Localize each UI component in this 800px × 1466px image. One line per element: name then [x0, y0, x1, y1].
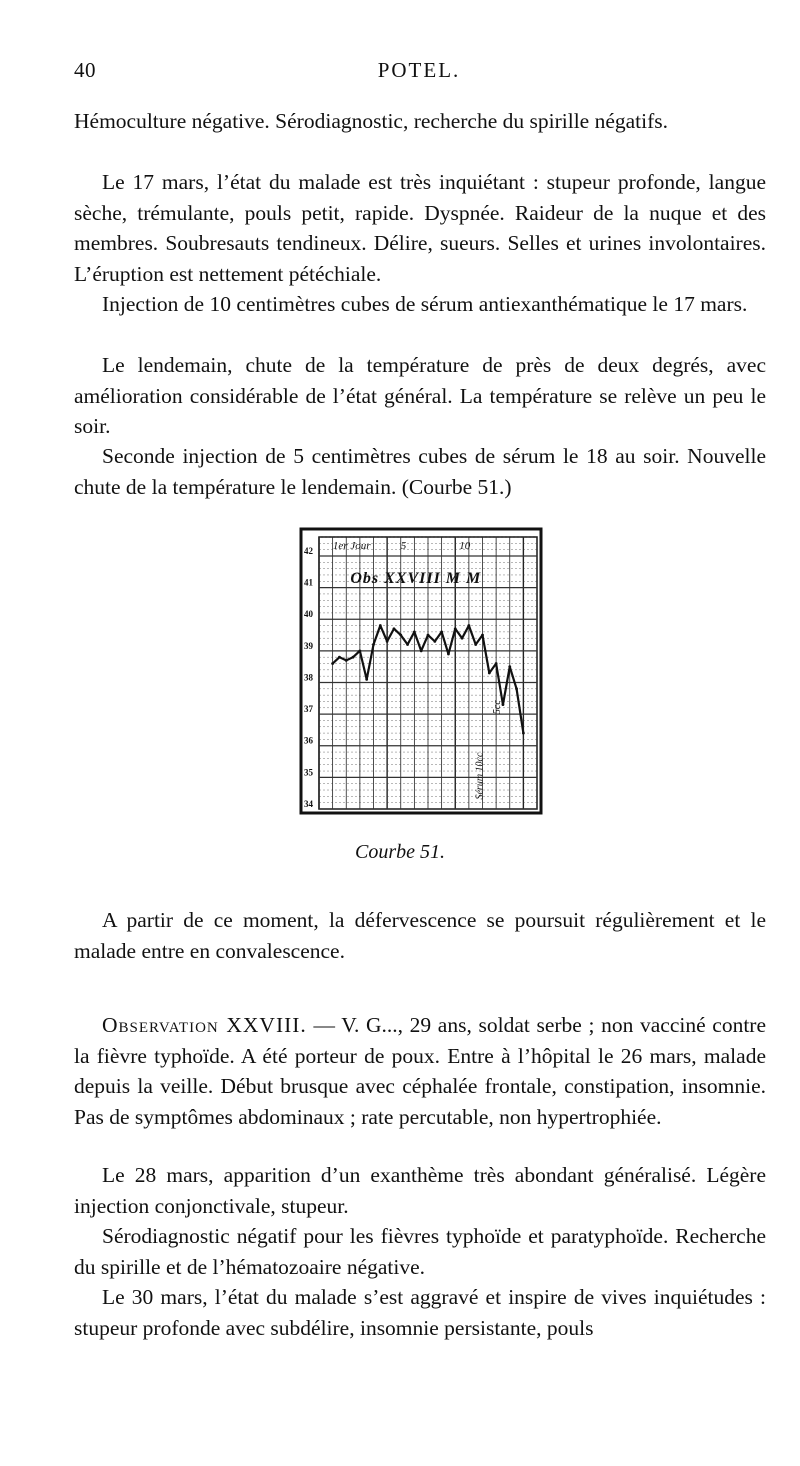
y-tick-label: 36: [304, 735, 313, 746]
chart-svg: [297, 525, 545, 817]
y-tick-label: 42: [304, 545, 313, 556]
y-tick-label: 35: [304, 767, 313, 778]
y-tick-label: 37: [304, 704, 313, 715]
paragraph-28-mars: Le 28 mars, apparition d’un exanthème très abondant généralisé. Légère injection conjonctivale, stupeur.: [74, 1163, 766, 1218]
paragraph-injection: Injection de 10 centimètres cubes de sérum antiexanthématique le 17 mars.: [102, 292, 748, 316]
temperature-point: [488, 672, 491, 675]
temperature-point: [420, 649, 423, 652]
injection-label-serum: Sérum 10cc: [474, 752, 486, 800]
paragraph-lendemain: Le lendemain, chute de la température de près de deux degrés, avec amélioration considérable de l’état général. La température se relève un peu le soir.: [74, 353, 766, 438]
temperature-point: [365, 678, 368, 681]
y-tick-label: 41: [304, 577, 313, 588]
temperature-point: [358, 649, 361, 652]
y-tick-label: 38: [304, 672, 313, 683]
paragraph-observation: [74, 1010, 766, 1132]
temperature-point: [454, 627, 457, 630]
paragraph-serodiagnostic: Sérodiagnostic négatif pour les fièvres typhoïde et paratyphoïde. Recherche du spirille et de l’hématozoaire négative.: [74, 1224, 766, 1279]
temperature-point: [515, 687, 518, 690]
temperature-chart: [297, 525, 545, 817]
temperature-point: [413, 630, 416, 633]
top-day-label: 10: [459, 540, 471, 552]
paragraph-hemoculture: Hémoculture négative. Sérodiagnostic, recherche du spirille négatifs.: [74, 109, 669, 133]
paragraph-30-mars: Le 30 mars, l’état du malade s’est aggravé et inspire de vives inquiétudes : stupeur profonde avec subdélire, insomnie persistante, pouls: [74, 1285, 766, 1340]
observation-label: Observation XXVIII.: [102, 1013, 307, 1037]
y-tick-label: 39: [304, 640, 313, 651]
page-header: [74, 58, 764, 90]
y-tick-label: 34: [304, 799, 313, 809]
temperature-point: [440, 630, 443, 633]
top-day-label: 1er Jour: [332, 540, 371, 552]
temperature-point: [331, 662, 334, 665]
temperature-point: [495, 662, 498, 665]
temperature-point: [379, 624, 382, 627]
temperature-point: [352, 656, 355, 659]
temperature-point: [474, 643, 477, 646]
temperature-point: [481, 634, 484, 637]
temperature-point: [372, 643, 375, 646]
paragraph-17-mars: Le 17 mars, l’état du malade est très inquiétant : stupeur profonde, langue sèche, trémulante, pouls petit, rapide. Dyspnée. Raideur de la nuque et des membres. Soubresauts tendineux. Délire, sueurs. Selles et urines involontaires. L’éruption est nettement pétéchiale.: [74, 170, 766, 286]
temperature-point: [433, 640, 436, 643]
observation-text: — V. G..., 29 ans, soldat serbe ; non vacciné contre la fièvre typhoïde. A été porteur de poux. Entre à l’hôpital le 26 mars, malade depuis la veille. Début brusque avec céphalée frontale, constipation, insomnie. Pas de symptômes abdominaux ; rate percutable, non hypertrophiée.: [74, 1013, 766, 1129]
figure-caption: Courbe 51.: [355, 841, 445, 863]
temperature-point: [508, 665, 511, 668]
chart-handwritten-title: Obs XXVIII M M: [350, 569, 482, 587]
temperature-point: [522, 732, 525, 735]
paragraph-seconde-injection: Seconde injection de 5 centimètres cubes de sérum le 18 au soir. Nouvelle chute de la température le lendemain. (Courbe 51.): [74, 444, 766, 499]
running-head: POTEL.: [377, 58, 461, 82]
temperature-point: [338, 656, 341, 659]
temperature-point: [393, 627, 396, 630]
page-number: 40: [74, 58, 96, 82]
paragraph-defervescence: A partir de ce moment, la défervescence se poursuit régulièrement et le malade entre en convalescence.: [74, 908, 766, 963]
temperature-point: [406, 643, 409, 646]
top-day-label: 5: [400, 540, 407, 552]
temperature-point: [447, 653, 450, 656]
injection-label-second: 5cc: [492, 700, 504, 715]
y-tick-label: 40: [304, 609, 313, 620]
temperature-point: [345, 659, 348, 662]
temperature-point: [467, 624, 470, 627]
temperature-point: [399, 634, 402, 637]
temperature-point: [386, 640, 389, 643]
temperature-point: [427, 634, 430, 637]
temperature-point: [461, 637, 464, 640]
